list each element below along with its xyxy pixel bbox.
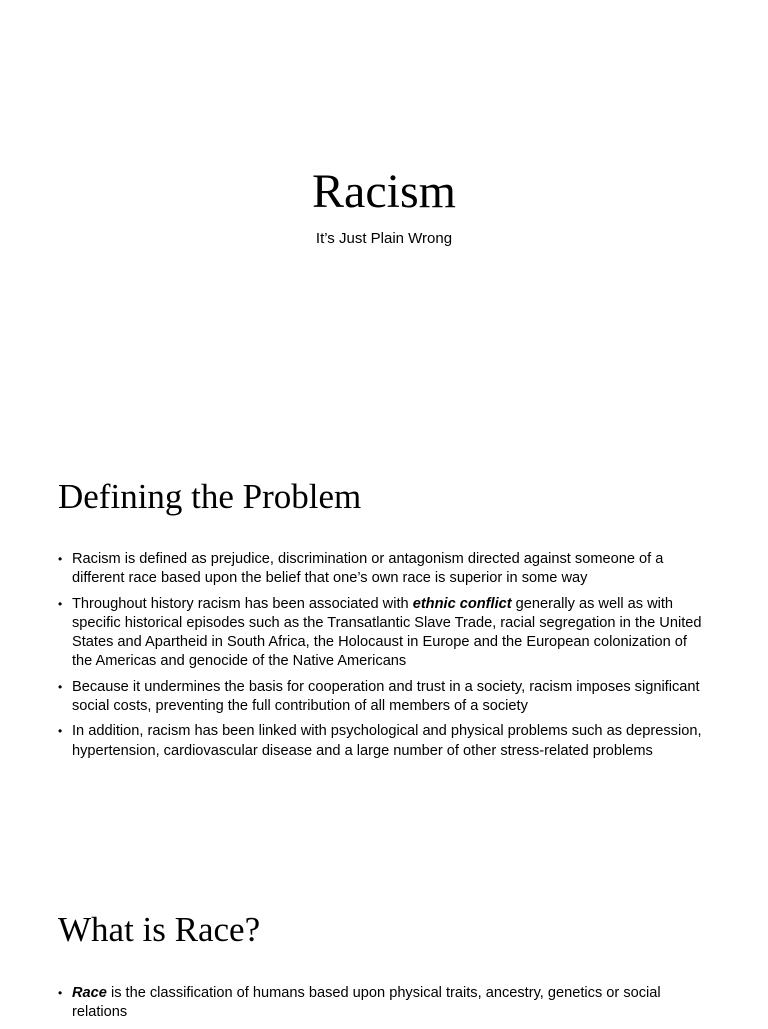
what-is-race-slide [0,864,768,1024]
bullet-icon: • [58,724,63,739]
slide-title: Racism [312,165,456,218]
bullet-list [58,550,708,767]
bullet-text-after: is the classification of humans based upon physical traits, ancestry, genetics or social relations [72,985,661,1021]
bullet-item [58,595,708,672]
bullet-text: Racism is defined as prejudice, discrimination or antagonism directed against someone of a different race based upon the belief that one’s own race is superior in some way [72,551,664,587]
slide-subtitle: It’s Just Plain Wrong [315,230,453,247]
slide-heading: What is Race? [58,910,261,949]
bullet-icon: • [58,679,63,694]
bullet-list [58,984,708,1029]
bullet-text: Because it undermines the basis for cooperation and trust in a society, racism imposes significant social costs, preventing the full contribution of all members of a society [72,678,700,715]
emphasized-term: Race [72,985,107,1001]
defining-problem-slide [0,432,768,864]
bullet-item [58,984,708,1023]
bullet-text-after: generally as well as with specific historical episodes such as the Transatlantic Slave Trade, racial segregation in the United States and Apartheid in South Africa, the Holocaust in Europe and the European colonization of the Americas and genocide of the Native Americans [72,595,702,670]
bullet-item [58,550,708,589]
bullet-icon: • [58,552,63,566]
bullet-item [58,722,708,761]
title-slide [0,0,768,432]
emphasized-term: ethnic conflict [412,595,512,612]
bullet-icon: • [58,986,63,1000]
bullet-text-before: Throughout history racism has been associated with [72,595,413,612]
bullet-item [58,678,708,717]
bullet-icon: • [58,596,63,611]
slide-heading: Defining the Problem [58,477,362,516]
bullet-text: In addition, racism has been linked with psychological and physical problems such as depression, hypertension, cardiovascular disease and a large number of other stress-related problems [72,723,702,759]
